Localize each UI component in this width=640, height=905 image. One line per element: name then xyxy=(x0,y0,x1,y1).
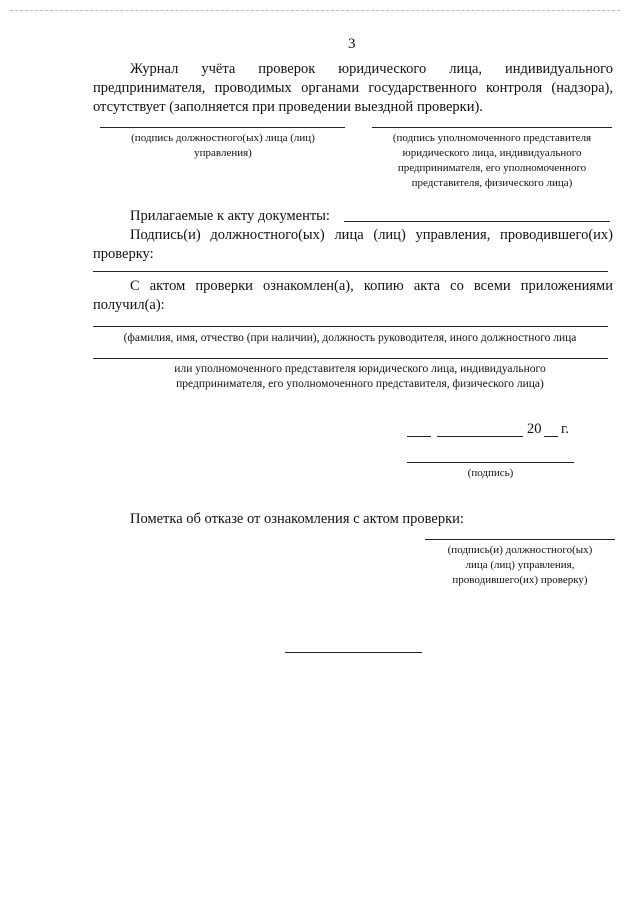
date-year-prefix: 20 xyxy=(527,421,542,437)
refusal-signature-caption-1: (подпись(и) должностного(ых) xyxy=(447,544,593,556)
signature-line-right xyxy=(372,127,612,128)
page-number: 3 xyxy=(348,36,356,52)
signature-line[interactable] xyxy=(407,462,574,463)
person-caption-1: (фамилия, имя, отчество (при наличии), должность руководителя, иного должностного лица xyxy=(123,332,577,344)
acquainted-name-line[interactable] xyxy=(93,326,608,327)
person-caption-3: предпринимателя, его уполномоченного представителя, физического лица) xyxy=(176,378,544,390)
acquainted-line-2: получил(а): xyxy=(93,297,165,313)
official-signature-line-2: проверку: xyxy=(93,246,154,262)
date-day-line[interactable] xyxy=(407,436,431,437)
person-caption-line[interactable] xyxy=(93,358,608,359)
signature-left-caption-1: (подпись должностного(ых) лица (лиц) xyxy=(131,132,315,144)
journal-line-3: отсутствует (заполняется при проведении выездной проверки). xyxy=(93,99,483,115)
person-caption-2: или уполномоченного представителя юридического лица, индивидуального xyxy=(174,363,546,375)
signature-caption: (подпись) xyxy=(467,467,514,479)
signature-right-caption-1: (подпись уполномоченного представителя xyxy=(392,132,592,144)
signature-right-caption-2: юридического лица, индивидуального xyxy=(402,147,582,159)
official-signature-line[interactable] xyxy=(93,271,608,272)
signature-right-caption-4: представителя, физического лица) xyxy=(411,177,573,189)
journal-line-2: предпринимателя, проводимых органами государственного контроля (надзора), xyxy=(93,80,613,96)
acquainted-line-1: С актом проверки ознакомлен(а), копию акта со всеми приложениями xyxy=(130,278,613,294)
scan-artifact-top xyxy=(10,10,620,11)
date-month-line[interactable] xyxy=(437,436,523,437)
official-signature-line-1: Подпись(и) должностного(ых) лица (лиц) управления, проводившего(их) xyxy=(130,227,613,243)
signature-line-left xyxy=(100,127,345,128)
refusal-signature-caption-3: проводившего(их) проверку) xyxy=(452,574,588,586)
refusal-signature-line[interactable] xyxy=(425,539,615,540)
signature-left-caption-2: управления) xyxy=(194,147,252,159)
date-year-suffix: г. xyxy=(561,421,569,437)
footer-separator xyxy=(285,652,422,653)
attached-docs-label: Прилагаемые к акту документы: xyxy=(130,208,330,224)
date-year-line[interactable] xyxy=(544,436,558,437)
signature-right-caption-3: предпринимателя, его уполномоченного xyxy=(397,162,587,174)
refusal-signature-caption-2: лица (лиц) управления, xyxy=(465,559,575,571)
journal-line-1: Журнал учёта проверок юридического лица, индивидуального xyxy=(130,61,613,77)
attached-docs-line[interactable] xyxy=(344,221,610,222)
refusal-note: Пометка об отказе от ознакомления с актом проверки: xyxy=(130,511,464,527)
